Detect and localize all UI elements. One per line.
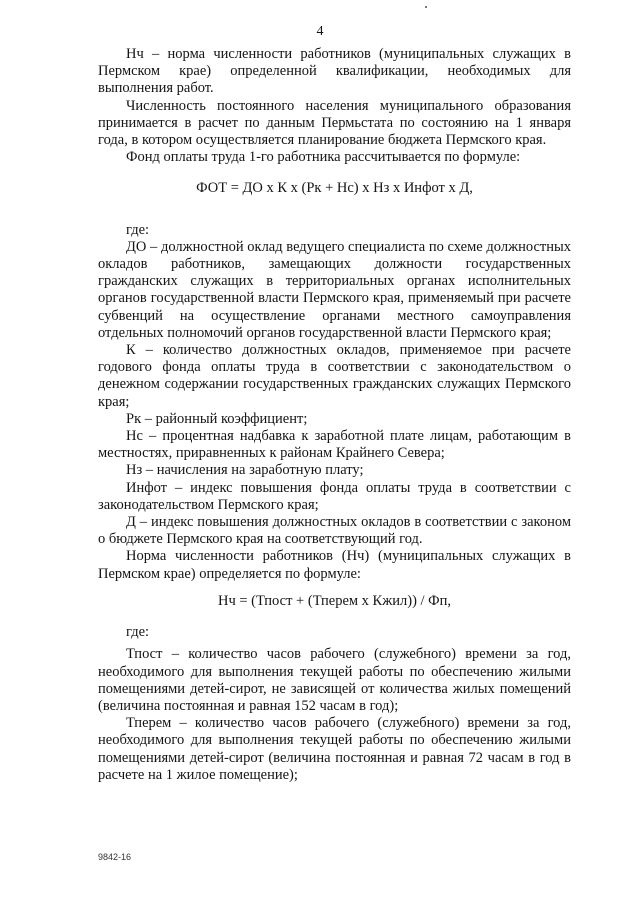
- paragraph-nch-intro: Норма численности работников (Нч) (муниципальных служащих в Пермском крае) определяется по формуле:: [98, 548, 571, 582]
- paragraph-ns-definition: Нс – процентная надбавка к заработной плате лицам, работающим в местностях, приравненных к районам Крайнего Севера;: [98, 428, 571, 462]
- paragraph-fot-intro: Фонд оплаты труда 1-го работника рассчитывается по формуле:: [126, 149, 521, 166]
- paragraph-k-definition: К – количество должностных окладов, применяемое при расчете годового фонда оплаты труда в соответствии с законодательством о денежном содержании государственных гражданских служащих Пермского края;: [98, 342, 571, 410]
- paragraph-d-definition: Д – индекс повышения должностных окладов в соответствии с законом о бюджете Пермского края на соответствующий год.: [98, 514, 571, 548]
- paragraph-where-1: где:: [126, 221, 150, 238]
- page-number: 4: [316, 24, 324, 39]
- document-body: [98, 46, 571, 784]
- paragraph-do-definition: ДО – должностной оклад ведущего специалиста по схеме должностных окладов работников, замещающих должности государственных гражданских служащих в территориальных органах исполнительных органов государственной власти Пермского края, применяемый при расчете субвенций на осуществление органами местного самоуправления отдельных полномочий органов государственной власти Пермского края;: [98, 238, 571, 341]
- paragraph-tpost-definition: Тпост – количество часов рабочего (служебного) времени за год, необходимого для выполнения текущей работы по обеспечению жилыми помещениями детей-сирот, не зависящей от количества жилых помещений (величина постоянная и равная 152 часам в год);: [98, 646, 571, 714]
- paragraph-population: Численность постоянного населения муниципального образования принимается в расчет по данным Пермьстата по состоянию на 1 января года, в котором осуществляется планирование бюджета Пермского края.: [98, 97, 571, 149]
- formula-fot: ФОТ = ДО х К х (Рк + Нс) х Нз х Инфот х Д,: [196, 180, 473, 197]
- paragraph-tperem-definition: Тперем – количество часов рабочего (служебного) времени за год, необходимого для выполнения текущей работы по обеспечению жилыми помещениями детей-сирот (величина постоянная и равная 72 часам в год в расчете на 1 жилое помещение);: [98, 715, 571, 783]
- scan-dot: [425, 6, 427, 8]
- document-code: 9842-16: [98, 852, 132, 862]
- paragraph-where-2: где:: [126, 624, 150, 641]
- formula-nch: Нч = (Тпост + (Тперем х Кжил)) / Фп,: [217, 592, 452, 609]
- paragraph-nch-definition: Нч – норма численности работников (муниципальных служащих в Пермском крае) определенной квалификации, необходимых для выполнения работ.: [98, 46, 571, 97]
- paragraph-rk-definition: Рк – районный коэффициент;: [126, 410, 308, 427]
- paragraph-nz-definition: Нз – начисления на заработную плату;: [126, 462, 364, 479]
- paragraph-infot-definition: Инфот – индекс повышения фонда оплаты труда в соответствии с законодательством Пермского края;: [98, 479, 571, 513]
